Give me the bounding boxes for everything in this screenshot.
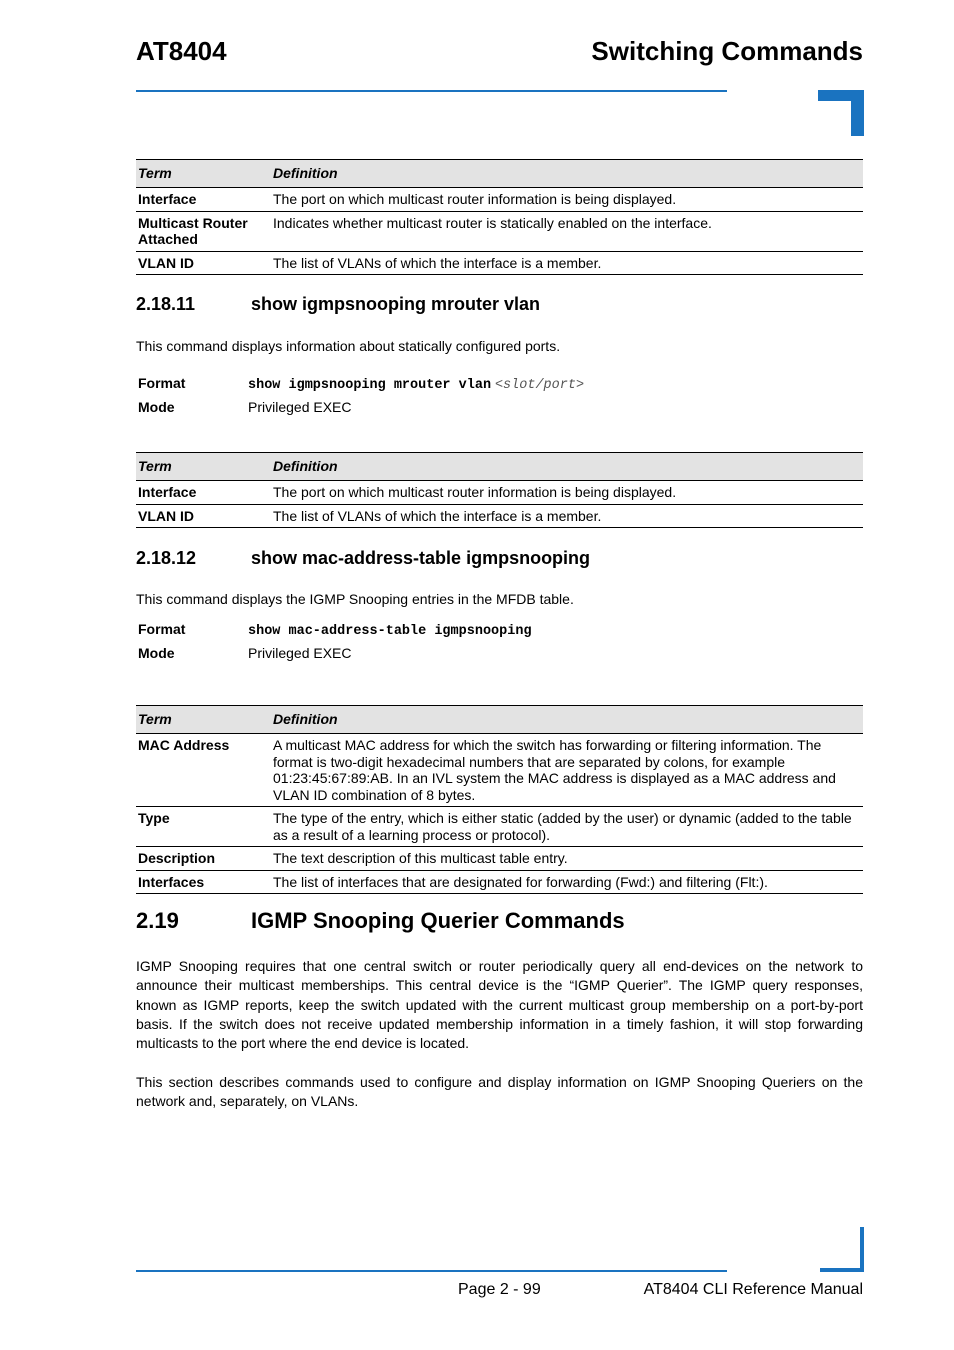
section-heading-2-18-12 [136,548,590,569]
table-row [136,188,863,212]
section-title: IGMP Snooping Querier Commands [251,908,625,933]
term-cell: Multicast Router Attached [136,211,271,251]
term-cell: Interface [136,188,271,212]
manual-title: AT8404 CLI Reference Manual [643,1281,863,1298]
term-cell: Interface [136,481,271,505]
term-cell: Description [136,847,271,871]
section-number: 2.18.11 [136,294,196,314]
footer-corner-mark [820,1268,864,1272]
page-number: Page 2 - 99 [458,1281,541,1298]
definition-cell: The type of the entry, which is either static (added by the user) or dynamic (added to the table as a result of a learning process or protocol). [271,807,863,847]
term-cell: Interfaces [136,870,271,894]
section-paragraph-2: This section describes commands used to configure and display information on IGMP Snooping Queriers on the network and, separately, on VLANs. [136,1074,863,1110]
chapter-title: Switching Commands [591,36,863,66]
col-definition-header: Definition [271,160,863,188]
footer-rule [136,1270,727,1272]
definition-cell: A multicast MAC address for which the switch has forwarding or filtering information. The format is two-digit hexadecimal numbers that are separated by colons, for example 01:23:45:67:89:AB. In an IVL system the MAC address is displayed as a MAC address and VLAN ID combination of 8 bytes. [271,734,863,807]
table-row [136,481,863,505]
term-cell: VLAN ID [136,504,271,528]
footer-corner-mark-vertical [860,1227,864,1272]
col-term-header: Term [136,160,271,188]
table-row [136,251,863,275]
definition-cell: The list of VLANs of which the interface is a member. [271,251,863,275]
format-command: show mac-address-table igmpsnooping [248,624,532,639]
section-title: show mac-address-table igmpsnooping [251,548,591,568]
table-row [136,870,863,894]
mode-value: Privileged EXEC [248,645,352,661]
format-line [136,621,532,639]
header-rule [136,90,727,92]
definition-cell: The port on which multicast router information is being displayed. [271,481,863,505]
table-row [136,847,863,871]
section-number: 2.18.12 [136,548,197,568]
definition-table-3 [136,705,863,894]
table-row [136,504,863,528]
definition-table-2 [136,452,863,528]
definition-cell: The text description of this multicast table entry. [271,847,863,871]
format-label: Format [138,621,186,637]
format-label: Format [138,375,186,391]
doc-title: AT8404 [136,36,227,66]
definition-cell: Indicates whether multicast router is statically enabled on the interface. [271,211,863,251]
definition-table-1 [136,159,863,275]
table-row [136,211,863,251]
format-argument: <slot/port> [494,378,585,393]
term-cell: VLAN ID [136,251,271,275]
section-heading-2-18-11 [136,294,540,315]
table-header-row [136,706,863,734]
format-command: show igmpsnooping mrouter vlan [248,378,492,393]
term-cell: MAC Address [136,734,271,807]
definition-cell: The list of interfaces that are designated for forwarding (Fwd:) and filtering (Flt:). [271,870,863,894]
header-corner-mark-vertical [851,90,864,136]
mode-line [136,399,352,415]
mode-value: Privileged EXEC [248,399,352,415]
mode-label: Mode [138,399,175,415]
table-header-row [136,160,863,188]
definition-cell: The port on which multicast router information is being displayed. [271,188,863,212]
mode-line [136,645,352,661]
section-number: 2.19 [136,908,179,933]
table-row [136,734,863,807]
section-description: This command displays information about statically configured ports. [136,338,561,354]
col-term-header: Term [136,706,271,734]
definition-cell: The list of VLANs of which the interface is a member. [271,504,863,528]
section-description: This command displays the IGMP Snooping entries in the MFDB table. [136,591,574,607]
section-title: show igmpsnooping mrouter vlan [251,294,541,314]
table-row [136,807,863,847]
table-header-row [136,453,863,481]
col-definition-header: Definition [271,706,863,734]
col-definition-header: Definition [271,453,863,481]
format-line [136,375,584,393]
col-term-header: Term [136,453,271,481]
section-heading-2-19 [136,908,625,934]
section-paragraph-1: IGMP Snooping requires that one central switch or router periodically query all end-devices on the network to announce their multicast memberships. This central device is the “IGMP Querier”. The IGMP query responses, known as IGMP reports, keep the switch updated with the current multicast group membership on a port-by-port basis. If the switch does not receive updated membership information in a timely fashion, it will stop forwarding multicasts to the port where the end device is located. [136,958,863,1052]
mode-label: Mode [138,645,175,661]
term-cell: Type [136,807,271,847]
